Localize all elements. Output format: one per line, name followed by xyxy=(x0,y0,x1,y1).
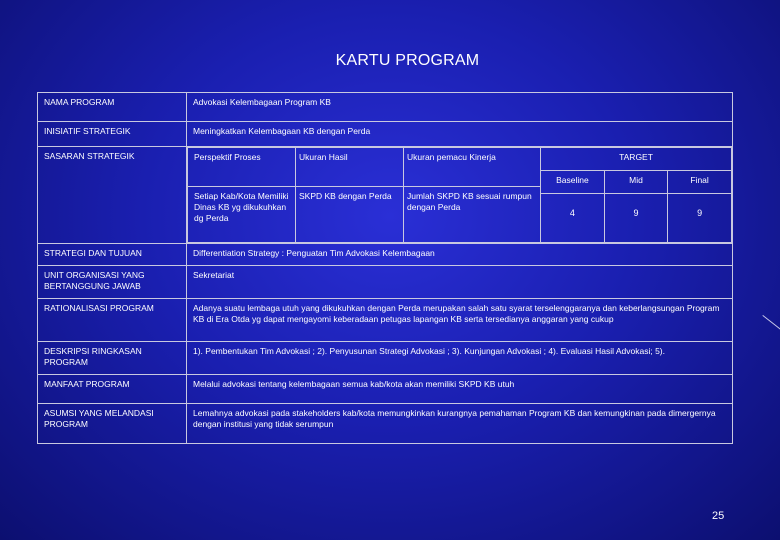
target-block xyxy=(541,148,732,243)
perspektif-header: Perspektif Proses xyxy=(188,148,296,187)
value-nama-program: Advokasi Kelembagaan Program KB xyxy=(187,93,733,122)
value-manfaat: Melalui advokasi tentang kelembagaan semua kab/kota akan memiliki SKPD KB utuh xyxy=(187,375,733,404)
kartu-program-table xyxy=(37,92,733,444)
sasaran-detail xyxy=(187,147,733,244)
row-strategi-tujuan xyxy=(38,244,733,266)
row-manfaat xyxy=(38,375,733,404)
page-title: KARTU PROGRAM xyxy=(335,52,480,69)
mid-value: 9 xyxy=(604,194,667,243)
label-strategi-tujuan: STRATEGI DAN TUJUAN xyxy=(38,244,187,266)
row-unit-organisasi xyxy=(38,266,733,299)
baseline-header: Baseline xyxy=(541,171,604,194)
target-header: TARGET xyxy=(541,148,731,171)
label-deskripsi: DESKRIPSI RINGKASAN PROGRAM xyxy=(38,342,187,375)
ukuran-pemacu-header: Ukuran pemacu Kinerja xyxy=(404,148,541,187)
row-asumsi xyxy=(38,404,733,444)
label-sasaran-strategik: SASARAN STRATEGIK xyxy=(38,147,187,244)
row-nama-program xyxy=(38,93,733,122)
row-inisiatif-strategik xyxy=(38,122,733,147)
row-sasaran-strategik xyxy=(38,147,733,244)
value-deskripsi: 1). Pembentukan Tim Advokasi ; 2). Penyusunan Strategi Advokasi ; 3). Kunjungan Advokasi ; 4). Evaluasi Hasil Advokasi; 5). xyxy=(187,342,733,375)
label-unit-organisasi: UNIT ORGANISASI YANG BERTANGGUNG JAWAB xyxy=(38,266,187,299)
mid-header: Mid xyxy=(604,171,667,194)
target-table xyxy=(541,148,731,242)
value-unit-organisasi: Sekretariat xyxy=(187,266,733,299)
final-value: 9 xyxy=(668,194,731,243)
label-rationalisasi: RATIONALISASI PROGRAM xyxy=(38,299,187,342)
value-inisiatif-strategik: Meningkatkan Kelembagaan KB dengan Perda xyxy=(187,122,733,147)
value-rationalisasi: Adanya suatu lembaga utuh yang dikukuhkan dengan Perda merupakan salah satu syarat terselenggaranya dan keberlangsungan Program KB di Era Otda yg dapat mengayomi keberadaan petugas lapangan KB serta tersedianya anggaran yang cukup xyxy=(187,299,733,342)
label-manfaat: MANFAAT PROGRAM xyxy=(38,375,187,404)
row-deskripsi xyxy=(38,342,733,375)
perspektif-value: Setiap Kab/Kota Memiliki Dinas KB yg dikukuhkan dg Perda xyxy=(188,187,296,243)
value-asumsi: Lemahnya advokasi pada stakeholders kab/kota memungkinkan kurangnya pemahaman Program KB dan kemungkinan pada dimergernya dengan institusi yang tidak serumpun xyxy=(187,404,733,444)
sasaran-inner-table xyxy=(187,147,732,243)
baseline-value: 4 xyxy=(541,194,604,243)
value-strategi-tujuan: Differentiation Strategy : Penguatan Tim Advokasi Kelembagaan xyxy=(187,244,733,266)
label-nama-program: NAMA PROGRAM xyxy=(38,93,187,122)
label-asumsi: ASUMSI YANG MELANDASI PROGRAM xyxy=(38,404,187,444)
final-header: Final xyxy=(668,171,731,194)
ukuran-pemacu-value: Jumlah SKPD KB sesuai rumpun dengan Perda xyxy=(404,187,541,243)
ukuran-hasil-header: Ukuran Hasil xyxy=(296,148,404,187)
row-rationalisasi xyxy=(38,299,733,342)
decorative-line xyxy=(762,315,780,340)
label-inisiatif-strategik: INISIATIF STRATEGIK xyxy=(38,122,187,147)
ukuran-hasil-value: SKPD KB dengan Perda xyxy=(296,187,404,243)
page-number: 25 xyxy=(712,510,725,522)
